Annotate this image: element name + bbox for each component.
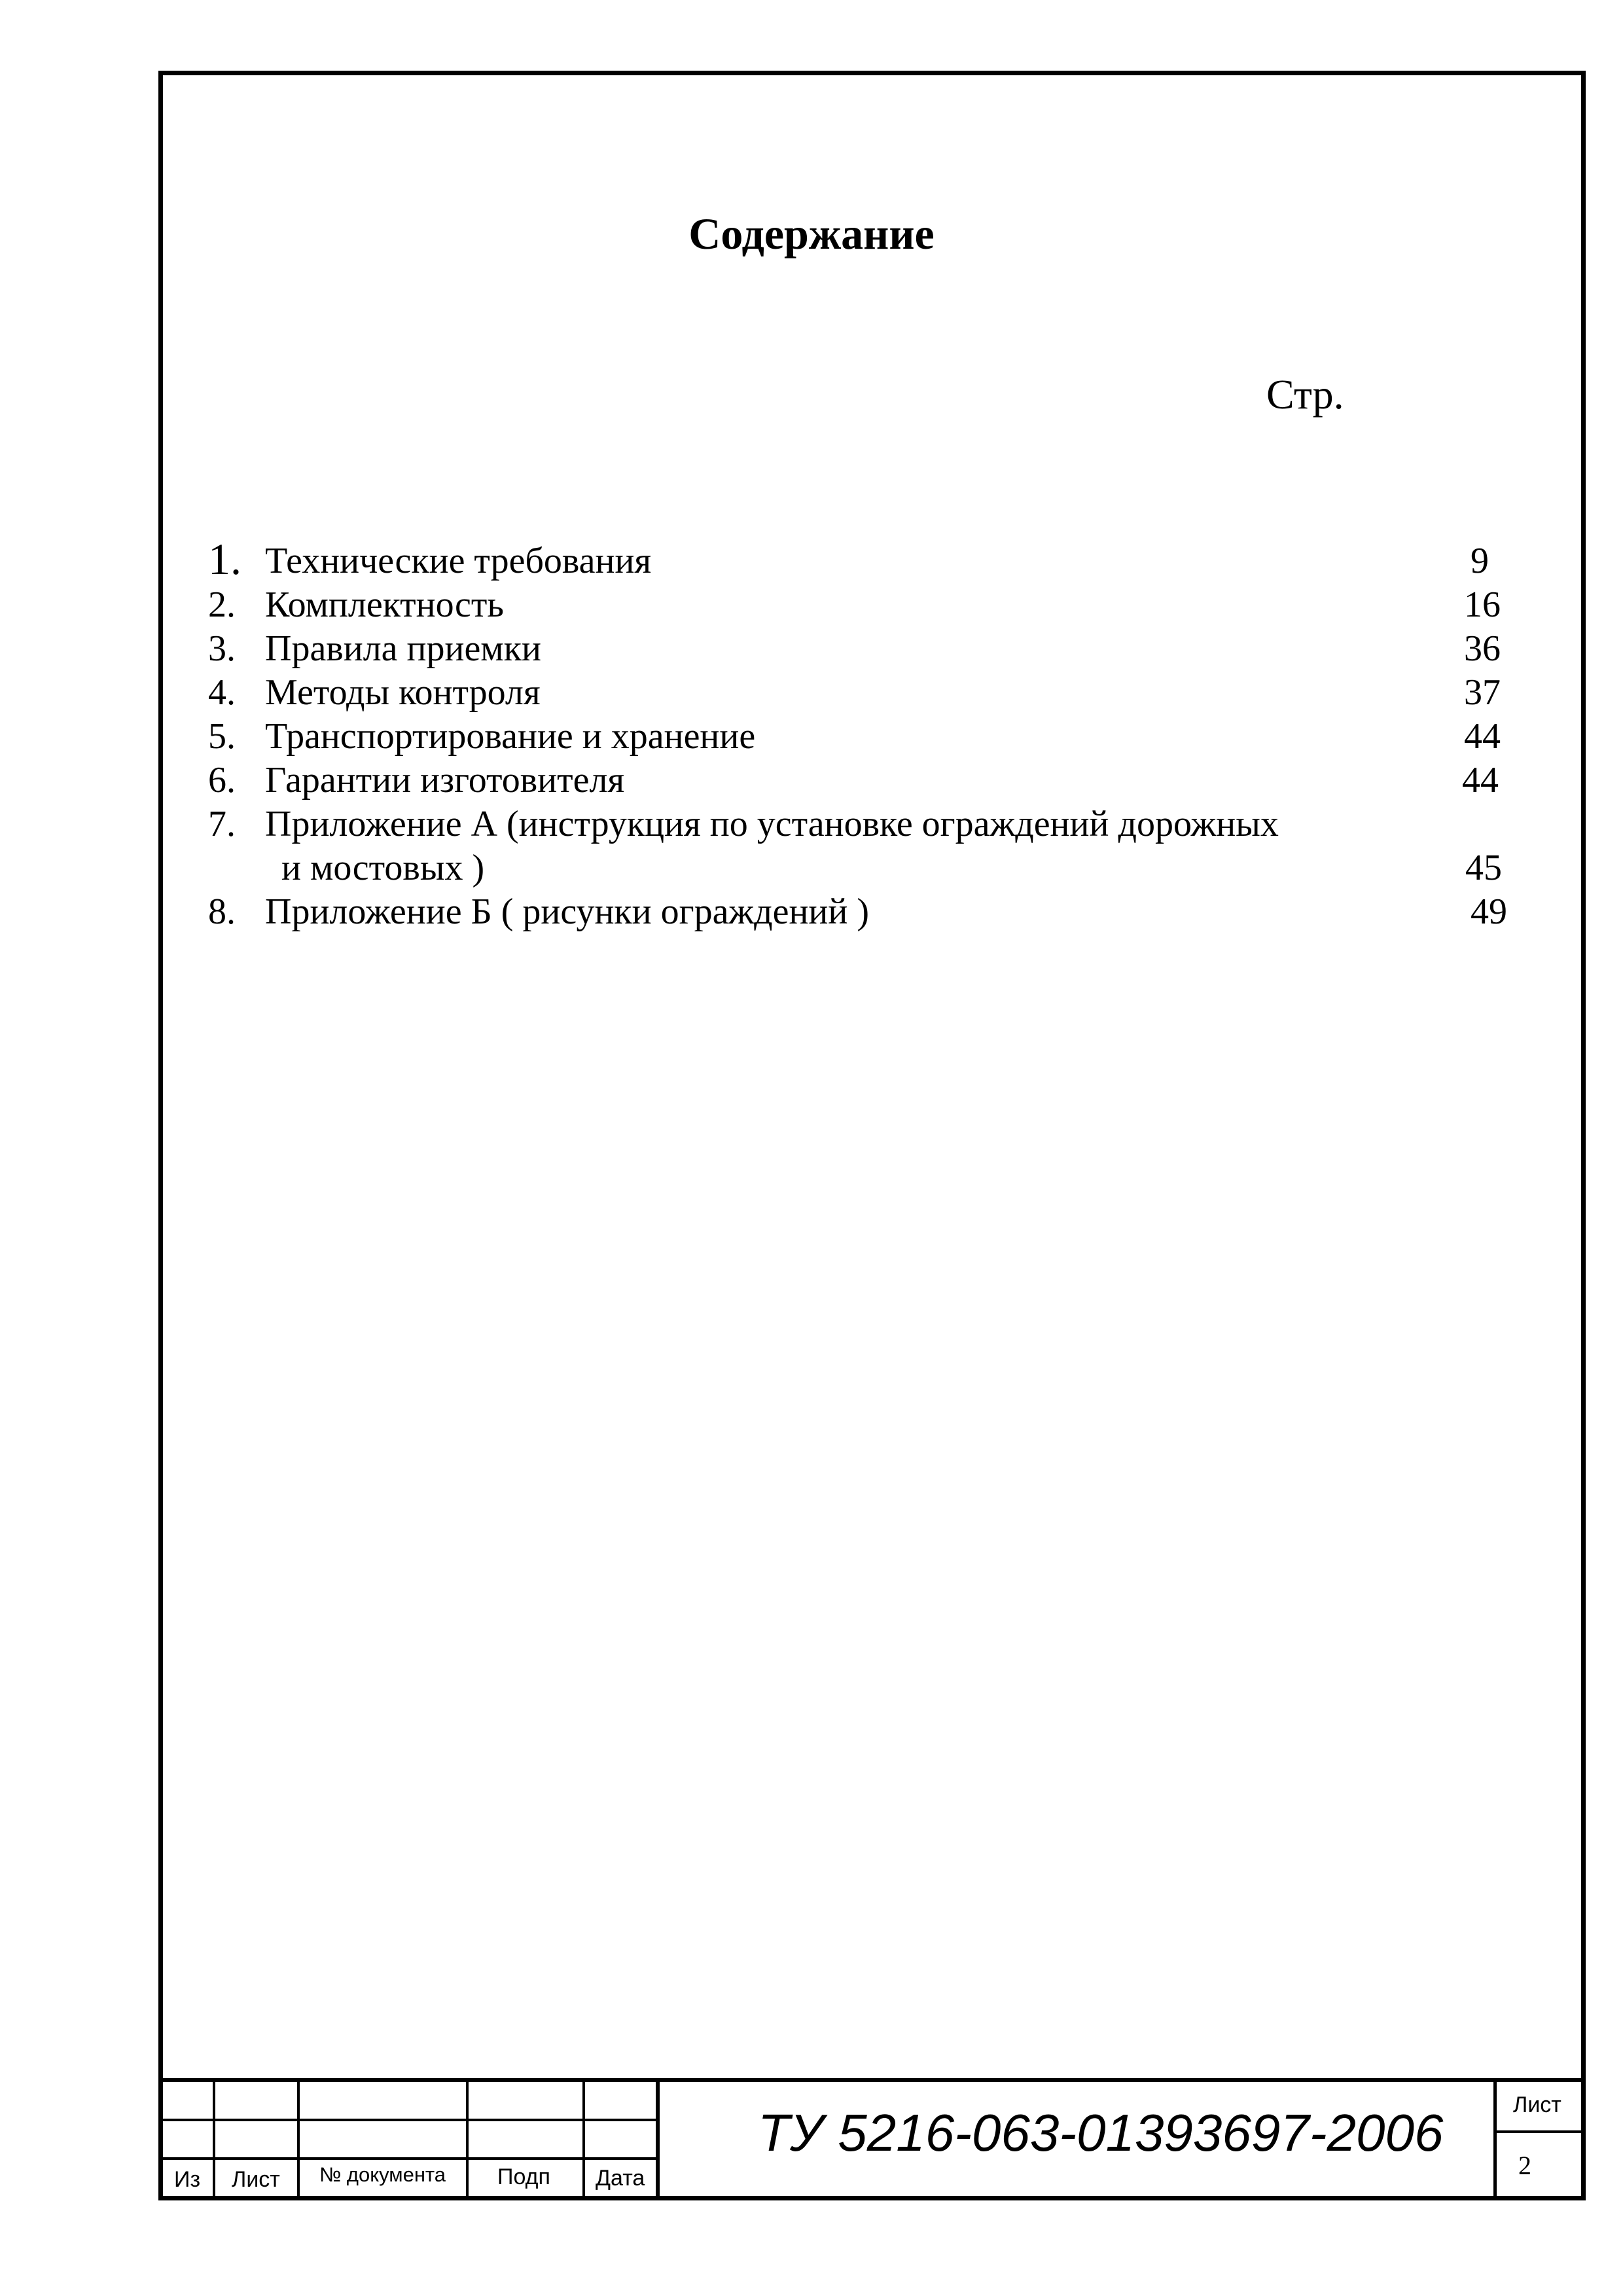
toc-entry-text: Гарантии изготовителя	[265, 760, 625, 800]
toc-entry-page: 16	[1464, 584, 1501, 625]
toc-entry-text: Приложение А (инструкция по установке ограждений дорожных	[265, 804, 1279, 844]
toc-entry-page: 37	[1464, 672, 1501, 713]
stamp-row-line	[1493, 2130, 1586, 2133]
toc-entry-page: 49	[1471, 891, 1507, 932]
toc-entry-page: 44	[1462, 760, 1499, 800]
stamp-col-line	[656, 2078, 660, 2200]
col-list-label: Лист	[232, 2167, 280, 2192]
col-data-label: Дата	[596, 2166, 645, 2191]
toc-entry-text: Комплектность	[265, 584, 504, 625]
toc-number: 3.	[208, 628, 236, 669]
toc-entry-text: Методы контроля	[265, 672, 541, 713]
document-code: ТУ 5216-063-01393697-2006	[758, 2104, 1444, 2162]
sheet-label: Лист	[1513, 2092, 1561, 2117]
stamp-col-line	[1493, 2078, 1497, 2200]
toc-number: 1.	[208, 534, 241, 584]
toc-entry-page: 36	[1464, 628, 1501, 669]
col-izm-label: Из	[174, 2167, 201, 2192]
stamp-row-line	[158, 2119, 656, 2121]
stamp-top-line	[158, 2078, 1586, 2082]
page-frame	[158, 71, 1586, 2200]
stamp-col-line	[466, 2078, 469, 2200]
toc-entry-text: Правила приемки	[265, 628, 541, 669]
sheet-number: 2	[1518, 2151, 1531, 2180]
stamp-row-line	[158, 2157, 656, 2160]
toc-entry-page: 44	[1464, 716, 1501, 757]
toc-entry-text: Транспортирование и хранение	[265, 716, 756, 757]
toc-number: 4.	[208, 672, 236, 713]
toc-number: 6.	[208, 760, 236, 800]
stamp-col-line	[213, 2078, 215, 2200]
stamp-col-line	[582, 2078, 585, 2200]
toc-number: 8.	[208, 891, 236, 932]
col-doc-label: № документа	[319, 2163, 446, 2186]
toc-entry-text-continuation: и мостовых )	[281, 848, 485, 888]
page-title: Содержание	[688, 209, 935, 259]
title-block	[158, 2078, 1586, 2200]
toc-number: 2.	[208, 584, 236, 625]
toc-number: 7.	[208, 804, 236, 844]
toc-entry-page: 45	[1465, 848, 1502, 888]
toc-entry-page: 9	[1471, 541, 1489, 581]
page-column-header: Стр.	[1266, 371, 1344, 418]
toc-number: 5.	[208, 716, 236, 757]
toc-entry-text: Технические требования	[265, 541, 652, 581]
col-podp-label: Подп	[497, 2164, 550, 2189]
stamp-col-line	[297, 2078, 300, 2200]
toc-entry-text: Приложение Б ( рисунки ограждений )	[265, 891, 870, 932]
